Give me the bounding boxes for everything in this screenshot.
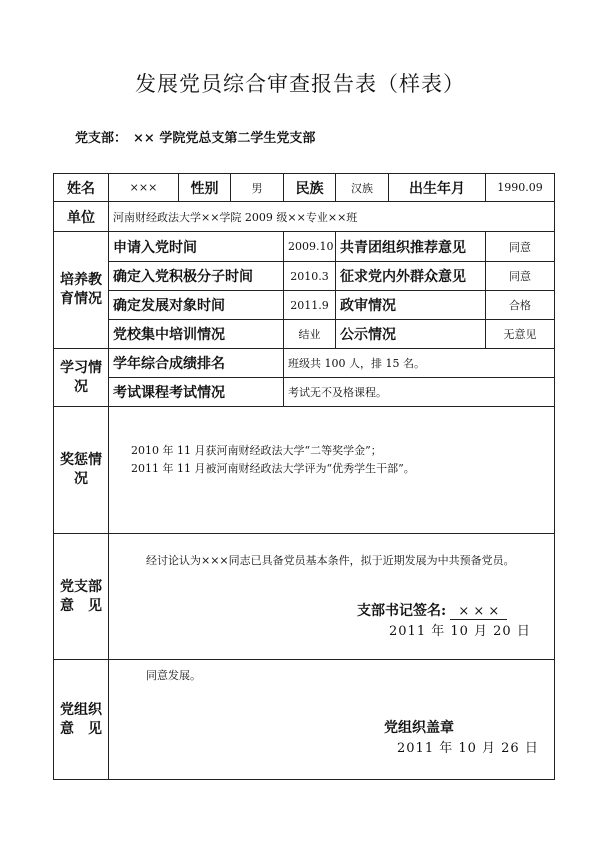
training-left-value: 2011.9 [284,291,336,320]
unit-row [54,202,555,232]
branch-opinion-row [54,534,555,660]
award-line: 2011 年 11 月被河南财经政法大学评为“优秀学生干部”。 [131,462,415,475]
party-branch-value: ×× 学院党总支第二学生党支部 [133,131,316,146]
signature-value: × × × [450,604,507,620]
study-item-value: 班级共 100 人，排 15 名。 [284,349,555,378]
training-right-label: 征求党内外群众意见 [336,262,486,291]
training-left-label: 党校集中培训情况 [109,320,284,349]
training-left-value: 结业 [284,320,336,349]
unit-label: 单位 [54,202,109,232]
study-row [54,349,555,378]
branch-opinion-text: 经讨论认为×××同志已具备党员基本条件，拟于近期发展为中共预备党员。 [146,554,515,567]
study-label: 学习情况 [54,349,109,407]
training-left-label: 确定入党积极分子时间 [109,262,284,291]
training-left-label: 申请入党时间 [109,232,284,262]
page-title: 发展党员综合审查报告表（样表） [135,72,465,96]
training-left-label: 确定发展对象时间 [109,291,284,320]
org-opinion-row [54,660,555,780]
gender-label: 性别 [179,174,231,202]
awards-row [54,407,555,534]
birth-label: 出生年月 [389,174,486,202]
training-right-label: 公示情况 [336,320,486,349]
training-row [54,232,555,262]
name-label: 姓名 [54,174,109,202]
training-label: 培养教育情况 [54,232,109,349]
branch-opinion-label: 党支部意 见 [54,534,109,660]
training-left-value: 2010.3 [284,262,336,291]
study-item-label: 学年综合成绩排名 [109,349,284,378]
training-right-value: 合格 [486,291,555,320]
branch-secretary-signature [357,600,507,620]
training-row [54,320,555,349]
org-seal-label: 党组织盖章 [384,720,454,736]
branch-opinion-date: 2011 年 10 月 20 日 [389,624,531,639]
study-row [54,378,555,407]
training-row [54,291,555,320]
ethnicity-value: 汉族 [336,174,389,202]
party-branch-label: 党支部： [75,131,128,146]
org-opinion-content [109,660,555,780]
org-opinion-date: 2011 年 10 月 26 日 [397,741,539,756]
award-line: 2010 年 11 月获河南财经政法大学“二等奖学金”； [131,444,382,457]
training-left-value: 2009.10 [284,232,336,262]
training-row [54,262,555,291]
training-right-value: 同意 [486,262,555,291]
signature-label: 支部书记签名: [357,603,447,619]
birth-value: 1990.09 [486,174,555,202]
party-branch-line [75,127,321,146]
awards-label: 奖惩情况 [54,407,109,534]
training-right-value: 同意 [486,232,555,262]
study-item-value: 考试无不及格课程。 [284,378,555,407]
study-item-label: 考试课程考试情况 [109,378,284,407]
gender-value: 男 [231,174,284,202]
org-opinion-text: 同意发展。 [146,669,201,682]
training-right-label: 共青团组织推荐意见 [336,232,486,262]
branch-opinion-content [109,534,555,660]
unit-value: 河南财经政法大学××学院 2009 级××专业××班 [109,202,555,232]
org-opinion-label: 党组织意 见 [54,660,109,780]
ethnicity-label: 民族 [284,174,336,202]
review-report-table [53,173,555,780]
training-right-label: 政审情况 [336,291,486,320]
training-right-value: 无意见 [486,320,555,349]
name-value: ××× [109,174,179,202]
awards-content [109,407,555,534]
basic-info-row [54,174,555,202]
